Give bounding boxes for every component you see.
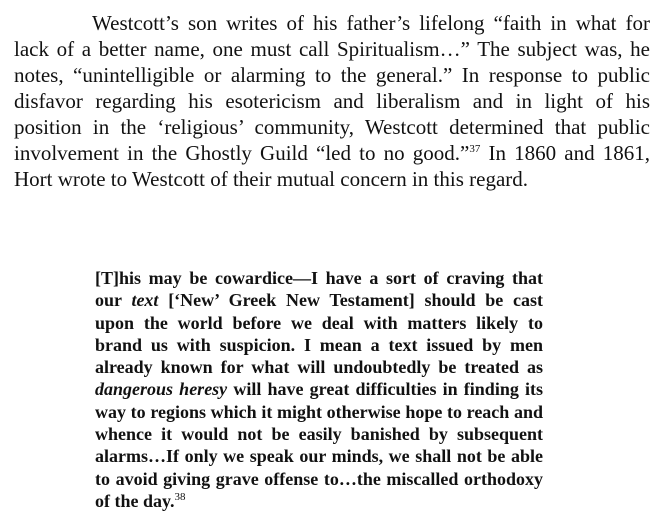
quote-text-2: [‘New’ Greek New Testament] should be cast upon the world before we deal with matters likely to brand us with suspicion. I mean a text issued by men already known for what will undoubtedly be treated as [95,290,543,378]
footnote-ref-38: 38 [174,490,186,503]
footnote-ref-37: 37 [469,143,481,155]
paragraph-text-1: Westcott’s son writes of his father’s lifelong “faith in what for lack of a better name, one must call Spiritualism…” The subject was, he notes, “unintelligible or alarming to the general.” In response to public disfavor regarding his esotericism and liberalism and in light of his position in the ‘religious’ community, Westcott determined that public involvement in the Ghostly Guild “led to no good.” [14,11,650,165]
quote-emphasis-heresy: dangerous heresy [95,379,228,400]
quote-text-1: [T]his may be cowardice—I have a sort of craving that our [95,268,543,311]
body-paragraph [14,10,650,192]
quote-emphasis-text: text [131,290,159,311]
paragraph-text-2: In 1860 and 1861, Hort wrote to Westcott of their mutual concern in this regard. [14,141,650,191]
quote-text-3: will have great difficulties in finding its way to regions which it might otherwise hope to reach and whence it would not be easily banished by subsequent alarms…If only we speak our minds, we shall not be able to avoid giving grave offense to…the miscalled orthodoxy of the day. [95,379,543,511]
block-quote [95,267,543,512]
